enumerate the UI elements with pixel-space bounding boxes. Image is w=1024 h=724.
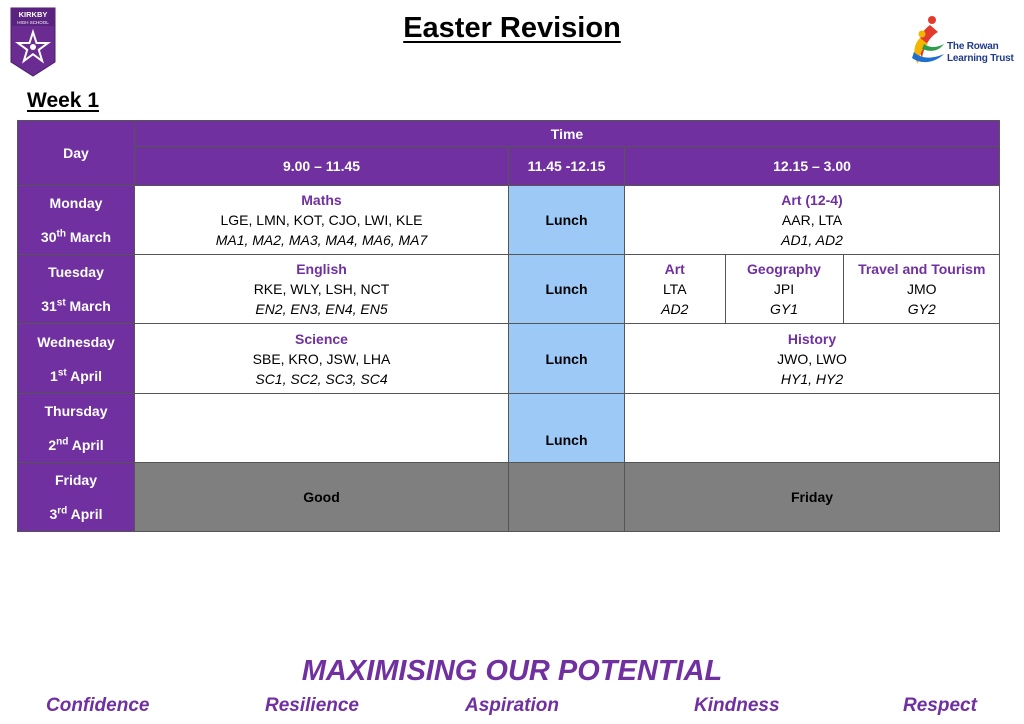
holiday-cell-lunch bbox=[509, 463, 625, 532]
staff-list: JWO, LWO bbox=[777, 350, 847, 367]
day-cell: Wednesday 1st April bbox=[18, 324, 135, 394]
subject-label: Science bbox=[295, 330, 348, 347]
value-respect: Respect bbox=[903, 695, 977, 716]
lunch-cell: Lunch bbox=[509, 186, 625, 255]
trust-name-line2: Learning Trust bbox=[947, 53, 1014, 64]
afternoon-session-split bbox=[625, 255, 1000, 324]
morning-session bbox=[135, 186, 509, 255]
afternoon-session bbox=[625, 186, 1000, 255]
slot-morning: 9.00 – 11.45 bbox=[135, 147, 509, 186]
day-header: Day bbox=[18, 121, 135, 186]
table-row bbox=[18, 324, 1000, 394]
slot-afternoon: 12.15 – 3.00 bbox=[625, 147, 1000, 186]
staff-list: LGE, LMN, KOT, CJO, LWI, KLE bbox=[220, 212, 423, 228]
value-kindness: Kindness bbox=[694, 695, 780, 716]
subject-label: English bbox=[296, 261, 347, 277]
afternoon-session bbox=[625, 324, 1000, 394]
lunch-cell: Lunch bbox=[509, 394, 625, 463]
table-row bbox=[18, 463, 1000, 532]
slot-lunch: 11.45 -12.15 bbox=[509, 147, 625, 186]
holiday-cell-afternoon: Friday bbox=[625, 463, 1000, 532]
day-cell: Monday 30th March bbox=[18, 186, 135, 255]
table-row bbox=[18, 394, 1000, 463]
value-confidence: Confidence bbox=[46, 695, 150, 716]
day-cell: Tuesday 31st March bbox=[18, 255, 135, 324]
svg-text:HIGH SCHOOL: HIGH SCHOOL bbox=[17, 20, 49, 25]
lunch-cell: Lunch bbox=[509, 324, 625, 394]
split-session-travel-tourism: Travel and Tourism JMO GY2 bbox=[843, 255, 1000, 323]
staff-list: RKE, WLY, LSH, NCT bbox=[253, 281, 390, 297]
week-label: Week 1 bbox=[27, 89, 99, 112]
morning-session bbox=[135, 324, 509, 394]
school-motto: MAXIMISING OUR POTENTIAL bbox=[301, 655, 723, 687]
table-row bbox=[18, 186, 1000, 255]
value-resilience: Resilience bbox=[265, 695, 359, 716]
revision-timetable bbox=[17, 120, 1000, 532]
lunch-cell: Lunch bbox=[509, 255, 625, 324]
subject-label: Maths bbox=[301, 192, 342, 208]
time-header: Time bbox=[135, 121, 1000, 147]
svg-text:KIRKBY: KIRKBY bbox=[18, 10, 48, 19]
value-aspiration: Aspiration bbox=[465, 695, 559, 716]
room-list: MA1, MA2, MA3, MA4, MA6, MA7 bbox=[215, 232, 428, 248]
staff-list: AAR, LTA bbox=[781, 212, 843, 228]
day-cell: Thursday 2nd April bbox=[18, 394, 135, 463]
morning-session-empty bbox=[135, 394, 509, 463]
split-session-geography: Geography JPI GY1 bbox=[725, 255, 843, 323]
subject-label: Art (12-4) bbox=[781, 192, 843, 208]
table-row bbox=[18, 255, 1000, 324]
room-list: HY1, HY2 bbox=[780, 370, 844, 387]
staff-list: SBE, KRO, JSW, LHA bbox=[252, 350, 391, 367]
room-list: SC1, SC2, SC3, SC4 bbox=[255, 370, 388, 387]
trust-name-line1: The Rowan bbox=[947, 41, 999, 52]
room-list: AD1, AD2 bbox=[781, 232, 843, 248]
holiday-cell-morning: Good bbox=[135, 463, 509, 532]
morning-session bbox=[135, 255, 509, 324]
room-list: EN2, EN3, EN4, EN5 bbox=[255, 301, 388, 317]
page-title: Easter Revision bbox=[403, 12, 621, 44]
trust-logo bbox=[910, 14, 1015, 70]
subject-label: History bbox=[787, 330, 837, 347]
afternoon-session-empty bbox=[625, 394, 1000, 463]
split-session-art: Art LTA AD2 bbox=[661, 261, 689, 317]
day-cell: Friday 3rd April bbox=[18, 463, 135, 532]
